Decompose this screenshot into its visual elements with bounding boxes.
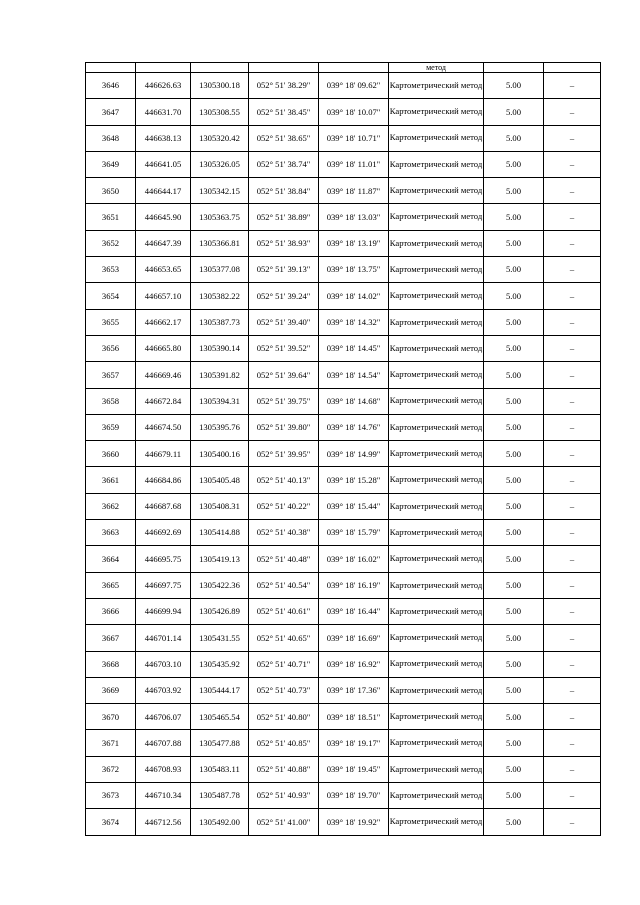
method-cell: Картометрический метод <box>389 467 484 493</box>
point-number-cell: 3646 <box>86 73 136 99</box>
longitude-cell: 039° 18' 14.76" <box>319 414 389 440</box>
accuracy-cell: 5.00 <box>484 783 544 809</box>
latitude-cell: 052° 51' 38.93" <box>249 230 319 256</box>
longitude-cell: 039° 18' 14.32" <box>319 309 389 335</box>
table-row <box>86 335 601 361</box>
y-coordinate-cell: 1305444.17 <box>191 677 249 703</box>
description-cell: – <box>544 73 601 99</box>
point-number-cell: 3667 <box>86 625 136 651</box>
point-number-cell: 3672 <box>86 756 136 782</box>
method-cell: Картометрический метод <box>389 283 484 309</box>
table-row <box>86 783 601 809</box>
x-coordinate-cell: 446653.65 <box>136 257 191 283</box>
y-coordinate-cell: 1305487.78 <box>191 783 249 809</box>
point-number-cell: 3670 <box>86 704 136 730</box>
method-cell: Картометрический метод <box>389 651 484 677</box>
latitude-cell: 052° 51' 40.13" <box>249 467 319 493</box>
accuracy-cell: 5.00 <box>484 572 544 598</box>
method-cell: Картометрический метод <box>389 730 484 756</box>
x-coordinate-cell: 446669.46 <box>136 362 191 388</box>
x-coordinate-cell: 446712.56 <box>136 809 191 835</box>
longitude-cell: 039° 18' 16.44" <box>319 598 389 624</box>
x-coordinate-cell: 446703.10 <box>136 651 191 677</box>
description-cell: – <box>544 625 601 651</box>
description-cell: – <box>544 388 601 414</box>
y-coordinate-cell: 1305342.15 <box>191 178 249 204</box>
accuracy-cell: 5.00 <box>484 809 544 835</box>
point-number-cell: 3649 <box>86 151 136 177</box>
latitude-cell: 052° 51' 39.64" <box>249 362 319 388</box>
method-cell: Картометрический метод <box>389 230 484 256</box>
longitude-cell: 039° 18' 13.75" <box>319 257 389 283</box>
description-cell: – <box>544 546 601 572</box>
latitude-cell: 052° 51' 39.80" <box>249 414 319 440</box>
longitude-cell: 039° 18' 14.45" <box>319 335 389 361</box>
point-number-cell: 3662 <box>86 493 136 519</box>
y-coordinate-cell: 1305426.89 <box>191 598 249 624</box>
longitude-cell: 039° 18' 14.54" <box>319 362 389 388</box>
method-cell: Картометрический метод <box>389 809 484 835</box>
y-coordinate-cell: 1305465.54 <box>191 704 249 730</box>
latitude-cell: 052° 51' 40.61" <box>249 598 319 624</box>
description-cell: – <box>544 756 601 782</box>
description-cell: – <box>544 809 601 835</box>
point-number-cell: 3671 <box>86 730 136 756</box>
y-coordinate-cell: 1305395.76 <box>191 414 249 440</box>
method-cell: Картометрический метод <box>389 598 484 624</box>
x-coordinate-cell: 446701.14 <box>136 625 191 651</box>
longitude-cell: 039° 18' 15.44" <box>319 493 389 519</box>
table-row <box>86 546 601 572</box>
description-cell: – <box>544 335 601 361</box>
longitude-cell: 039° 18' 19.70" <box>319 783 389 809</box>
method-cell-continued: метод <box>389 63 484 73</box>
latitude-cell: 052° 51' 38.45" <box>249 99 319 125</box>
longitude-cell: 039° 18' 19.45" <box>319 756 389 782</box>
method-cell: Картометрический метод <box>389 257 484 283</box>
method-cell: Картометрический метод <box>389 625 484 651</box>
x-coordinate-cell: 446695.75 <box>136 546 191 572</box>
point-number-cell: 3647 <box>86 99 136 125</box>
point-number-cell: 3657 <box>86 362 136 388</box>
description-cell: – <box>544 151 601 177</box>
y-coordinate-cell: 1305391.82 <box>191 362 249 388</box>
accuracy-cell: 5.00 <box>484 151 544 177</box>
y-coordinate-cell: 1305419.13 <box>191 546 249 572</box>
y-coordinate-cell: 1305366.81 <box>191 230 249 256</box>
y-coordinate-cell: 1305400.16 <box>191 441 249 467</box>
accuracy-cell: 5.00 <box>484 99 544 125</box>
longitude-cell: 039° 18' 19.17" <box>319 730 389 756</box>
description-cell: – <box>544 572 601 598</box>
table-row <box>86 362 601 388</box>
latitude-cell: 052° 51' 39.40" <box>249 309 319 335</box>
point-number-cell: 3653 <box>86 257 136 283</box>
method-cell: Картометрический метод <box>389 704 484 730</box>
x-coordinate-cell: 446710.34 <box>136 783 191 809</box>
y-coordinate-cell: 1305382.22 <box>191 283 249 309</box>
table-row <box>86 441 601 467</box>
method-cell: Картометрический метод <box>389 677 484 703</box>
longitude-cell: 039° 18' 14.02" <box>319 283 389 309</box>
accuracy-cell: 5.00 <box>484 362 544 388</box>
accuracy-cell: 5.00 <box>484 730 544 756</box>
accuracy-cell: 5.00 <box>484 283 544 309</box>
x-coordinate-cell: 446641.05 <box>136 151 191 177</box>
latitude-cell: 052° 51' 40.88" <box>249 756 319 782</box>
latitude-cell: 052° 51' 39.52" <box>249 335 319 361</box>
description-cell: – <box>544 783 601 809</box>
description-cell: – <box>544 467 601 493</box>
x-coordinate-cell: 446679.11 <box>136 441 191 467</box>
description-cell: – <box>544 730 601 756</box>
longitude-cell: 039° 18' 13.03" <box>319 204 389 230</box>
x-coordinate-cell: 446647.39 <box>136 230 191 256</box>
x-coordinate-cell: 446672.84 <box>136 388 191 414</box>
method-cell: Картометрический метод <box>389 178 484 204</box>
x-coordinate-cell: 446708.93 <box>136 756 191 782</box>
latitude-cell: 052° 51' 39.24" <box>249 283 319 309</box>
method-cell: Картометрический метод <box>389 572 484 598</box>
point-number-cell: 3666 <box>86 598 136 624</box>
description-cell: – <box>544 598 601 624</box>
y-coordinate-cell: 1305483.11 <box>191 756 249 782</box>
table-row <box>86 230 601 256</box>
accuracy-cell: 5.00 <box>484 493 544 519</box>
longitude-cell: 039° 18' 13.19" <box>319 230 389 256</box>
point-number-cell: 3648 <box>86 125 136 151</box>
method-cell: Картометрический метод <box>389 783 484 809</box>
table-row <box>86 309 601 335</box>
x-coordinate-cell: 446692.69 <box>136 520 191 546</box>
method-cell: Картометрический метод <box>389 335 484 361</box>
description-cell: – <box>544 204 601 230</box>
accuracy-cell: 5.00 <box>484 467 544 493</box>
x-coordinate-cell: 446626.63 <box>136 73 191 99</box>
y-coordinate-cell: 1305326.05 <box>191 151 249 177</box>
accuracy-cell: 5.00 <box>484 520 544 546</box>
y-coordinate-cell: 1305422.36 <box>191 572 249 598</box>
accuracy-cell: 5.00 <box>484 230 544 256</box>
latitude-cell: 052° 51' 40.48" <box>249 546 319 572</box>
method-cell: Картометрический метод <box>389 125 484 151</box>
point-number-cell: 3659 <box>86 414 136 440</box>
description-cell: – <box>544 309 601 335</box>
latitude-cell: 052° 51' 38.65" <box>249 125 319 151</box>
longitude-cell: 039° 18' 16.02" <box>319 546 389 572</box>
description-cell: – <box>544 651 601 677</box>
table-row <box>86 414 601 440</box>
method-cell: Картометрический метод <box>389 414 484 440</box>
description-cell: – <box>544 441 601 467</box>
longitude-cell: 039° 18' 10.07" <box>319 99 389 125</box>
point-number-cell: 3669 <box>86 677 136 703</box>
document-page <box>85 62 600 836</box>
point-number-cell: 3661 <box>86 467 136 493</box>
table-row <box>86 125 601 151</box>
latitude-cell: 052° 51' 39.13" <box>249 257 319 283</box>
table-row <box>86 283 601 309</box>
table-row <box>86 257 601 283</box>
longitude-cell: 039° 18' 18.51" <box>319 704 389 730</box>
accuracy-cell: 5.00 <box>484 441 544 467</box>
point-number-cell: 3651 <box>86 204 136 230</box>
accuracy-cell: 5.00 <box>484 546 544 572</box>
x-coordinate-cell: 446645.90 <box>136 204 191 230</box>
accuracy-cell: 5.00 <box>484 388 544 414</box>
longitude-cell: 039° 18' 14.68" <box>319 388 389 414</box>
longitude-cell: 039° 18' 10.71" <box>319 125 389 151</box>
x-coordinate-cell: 446631.70 <box>136 99 191 125</box>
point-number-cell: 3668 <box>86 651 136 677</box>
description-cell: – <box>544 677 601 703</box>
description-cell: – <box>544 257 601 283</box>
accuracy-cell: 5.00 <box>484 414 544 440</box>
accuracy-cell: 5.00 <box>484 125 544 151</box>
table-row <box>86 598 601 624</box>
y-coordinate-cell: 1305377.08 <box>191 257 249 283</box>
description-cell: – <box>544 362 601 388</box>
x-coordinate-cell: 446665.80 <box>136 335 191 361</box>
description-cell: – <box>544 99 601 125</box>
longitude-cell: 039° 18' 19.92" <box>319 809 389 835</box>
y-coordinate-cell: 1305387.73 <box>191 309 249 335</box>
point-number-cell: 3674 <box>86 809 136 835</box>
x-coordinate-cell: 446687.68 <box>136 493 191 519</box>
longitude-cell: 039° 18' 16.69" <box>319 625 389 651</box>
latitude-cell: 052° 51' 38.84" <box>249 178 319 204</box>
latitude-cell: 052° 51' 40.22" <box>249 493 319 519</box>
table-row <box>86 730 601 756</box>
method-cell: Картометрический метод <box>389 441 484 467</box>
longitude-cell: 039° 18' 16.92" <box>319 651 389 677</box>
latitude-cell: 052° 51' 40.93" <box>249 783 319 809</box>
method-cell: Картометрический метод <box>389 204 484 230</box>
table-row <box>86 388 601 414</box>
latitude-cell: 052° 51' 40.71" <box>249 651 319 677</box>
longitude-cell: 039° 18' 11.87" <box>319 178 389 204</box>
x-coordinate-cell: 446662.17 <box>136 309 191 335</box>
latitude-cell: 052° 51' 38.29" <box>249 73 319 99</box>
table-row <box>86 467 601 493</box>
description-cell: – <box>544 230 601 256</box>
longitude-cell: 039° 18' 17.36" <box>319 677 389 703</box>
method-cell: Картометрический метод <box>389 388 484 414</box>
point-number-cell: 3656 <box>86 335 136 361</box>
accuracy-cell: 5.00 <box>484 651 544 677</box>
table-row <box>86 99 601 125</box>
accuracy-cell: 5.00 <box>484 756 544 782</box>
y-coordinate-cell: 1305477.88 <box>191 730 249 756</box>
y-coordinate-cell: 1305300.18 <box>191 73 249 99</box>
latitude-cell: 052° 51' 41.00" <box>249 809 319 835</box>
method-cell: Картометрический метод <box>389 493 484 519</box>
table-row <box>86 493 601 519</box>
table-row <box>86 677 601 703</box>
table-row <box>86 178 601 204</box>
x-coordinate-cell: 446674.50 <box>136 414 191 440</box>
y-coordinate-cell: 1305435.92 <box>191 651 249 677</box>
method-cell: Картометрический метод <box>389 309 484 335</box>
x-coordinate-cell: 446699.94 <box>136 598 191 624</box>
longitude-cell: 039° 18' 11.01" <box>319 151 389 177</box>
point-number-cell: 3660 <box>86 441 136 467</box>
y-coordinate-cell: 1305405.48 <box>191 467 249 493</box>
table-row <box>86 520 601 546</box>
y-coordinate-cell: 1305320.42 <box>191 125 249 151</box>
table-row <box>86 704 601 730</box>
y-coordinate-cell: 1305308.55 <box>191 99 249 125</box>
latitude-cell: 052° 51' 38.74" <box>249 151 319 177</box>
longitude-cell: 039° 18' 14.99" <box>319 441 389 467</box>
description-cell: – <box>544 283 601 309</box>
y-coordinate-cell: 1305408.31 <box>191 493 249 519</box>
latitude-cell: 052° 51' 40.73" <box>249 677 319 703</box>
latitude-cell: 052° 51' 40.80" <box>249 704 319 730</box>
point-number-cell: 3654 <box>86 283 136 309</box>
table-row <box>86 651 601 677</box>
longitude-cell: 039° 18' 15.28" <box>319 467 389 493</box>
method-cell: Картометрический метод <box>389 546 484 572</box>
point-number-cell: 3665 <box>86 572 136 598</box>
accuracy-cell: 5.00 <box>484 257 544 283</box>
latitude-cell: 052° 51' 38.89" <box>249 204 319 230</box>
table-row <box>86 73 601 99</box>
method-cell: Картометрический метод <box>389 151 484 177</box>
method-cell: Картометрический метод <box>389 520 484 546</box>
x-coordinate-cell: 446638.13 <box>136 125 191 151</box>
accuracy-cell: 5.00 <box>484 625 544 651</box>
table-row <box>86 756 601 782</box>
accuracy-cell: 5.00 <box>484 598 544 624</box>
accuracy-cell: 5.00 <box>484 677 544 703</box>
x-coordinate-cell: 446684.86 <box>136 467 191 493</box>
y-coordinate-cell: 1305492.00 <box>191 809 249 835</box>
point-number-cell: 3655 <box>86 309 136 335</box>
accuracy-cell: 5.00 <box>484 335 544 361</box>
point-number-cell: 3663 <box>86 520 136 546</box>
y-coordinate-cell: 1305394.31 <box>191 388 249 414</box>
accuracy-cell: 5.00 <box>484 309 544 335</box>
x-coordinate-cell: 446707.88 <box>136 730 191 756</box>
accuracy-cell: 5.00 <box>484 73 544 99</box>
point-number-cell: 3664 <box>86 546 136 572</box>
method-cell: Картометрический метод <box>389 99 484 125</box>
description-cell: – <box>544 178 601 204</box>
method-cell: Картометрический метод <box>389 362 484 388</box>
description-cell: – <box>544 520 601 546</box>
table-row <box>86 572 601 598</box>
latitude-cell: 052° 51' 40.65" <box>249 625 319 651</box>
table-row <box>86 151 601 177</box>
continued-row <box>86 63 601 73</box>
latitude-cell: 052° 51' 40.38" <box>249 520 319 546</box>
x-coordinate-cell: 446644.17 <box>136 178 191 204</box>
accuracy-cell: 5.00 <box>484 204 544 230</box>
description-cell: – <box>544 125 601 151</box>
description-cell: – <box>544 704 601 730</box>
latitude-cell: 052° 51' 40.54" <box>249 572 319 598</box>
x-coordinate-cell: 446703.92 <box>136 677 191 703</box>
table-row <box>86 625 601 651</box>
latitude-cell: 052° 51' 39.75" <box>249 388 319 414</box>
point-number-cell: 3673 <box>86 783 136 809</box>
description-cell: – <box>544 493 601 519</box>
latitude-cell: 052° 51' 40.85" <box>249 730 319 756</box>
latitude-cell: 052° 51' 39.95" <box>249 441 319 467</box>
longitude-cell: 039° 18' 15.79" <box>319 520 389 546</box>
y-coordinate-cell: 1305431.55 <box>191 625 249 651</box>
longitude-cell: 039° 18' 09.62" <box>319 73 389 99</box>
point-number-cell: 3658 <box>86 388 136 414</box>
x-coordinate-cell: 446697.75 <box>136 572 191 598</box>
y-coordinate-cell: 1305390.14 <box>191 335 249 361</box>
method-cell: Картометрический метод <box>389 73 484 99</box>
point-number-cell: 3652 <box>86 230 136 256</box>
method-cell: Картометрический метод <box>389 756 484 782</box>
x-coordinate-cell: 446706.07 <box>136 704 191 730</box>
coordinates-table <box>85 62 601 836</box>
accuracy-cell: 5.00 <box>484 704 544 730</box>
y-coordinate-cell: 1305414.88 <box>191 520 249 546</box>
longitude-cell: 039° 18' 16.19" <box>319 572 389 598</box>
x-coordinate-cell: 446657.10 <box>136 283 191 309</box>
y-coordinate-cell: 1305363.75 <box>191 204 249 230</box>
table-body <box>86 63 601 836</box>
description-cell: – <box>544 414 601 440</box>
point-number-cell: 3650 <box>86 178 136 204</box>
table-row <box>86 204 601 230</box>
table-row <box>86 809 601 835</box>
accuracy-cell: 5.00 <box>484 178 544 204</box>
